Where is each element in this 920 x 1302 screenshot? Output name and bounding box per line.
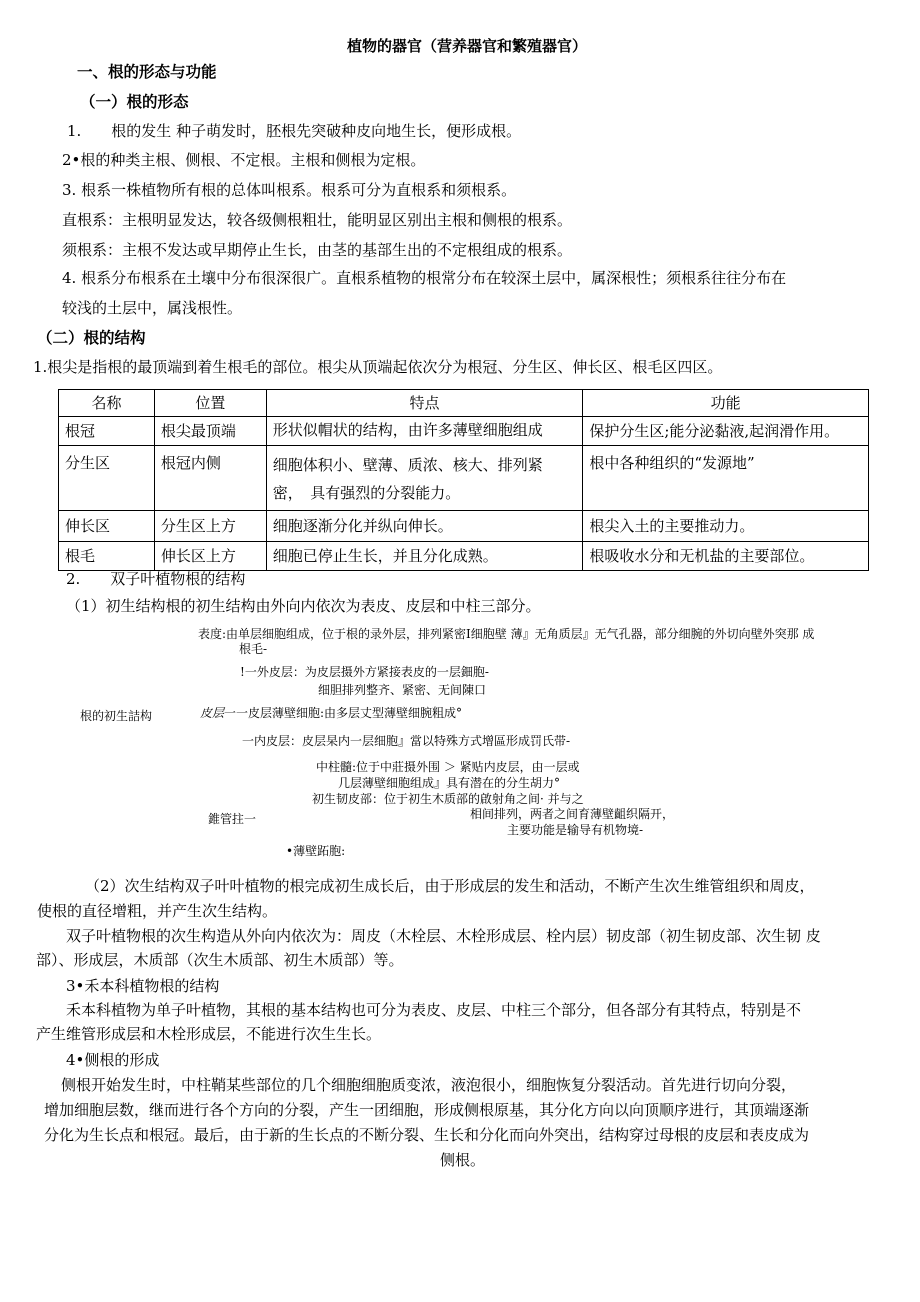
diagram-phloem-line-1: 初生韧皮部：位于初生木质部的啟射角之间· 并与之 xyxy=(312,792,584,806)
table-cell-position: 分生区上方 xyxy=(154,511,266,542)
paragraph-lateral-1: 侧根开始发生时，中柱鞘某些部位的几个细胞细胞质变浓，液泡很小，细胞恢复分裂活动。首先进行切向分裂， xyxy=(61,1076,797,1094)
diagram-cortex-label: 皮层 xyxy=(200,706,225,720)
paragraph-lateral-4: 侧根。 xyxy=(440,1151,486,1169)
table-cell-position: 伸长区上方 xyxy=(154,542,266,571)
table-cell-feature: 细胞已停止生长，并且分化成熟。 xyxy=(266,542,583,571)
diagram-stele-label: 錐管拄一 xyxy=(208,812,257,826)
page-title: 植物的器官（营养器官和繁殖器官） xyxy=(347,37,588,55)
table-row xyxy=(59,511,869,542)
table-header-feature: 特点 xyxy=(266,390,583,417)
table-cell-position: 根尖最顶端 xyxy=(154,417,266,446)
table-cell-name: 根冠 xyxy=(59,417,155,446)
heading-grass-root: 3•禾本科植物根的结构 xyxy=(66,977,220,995)
table-cell-feature: 细胞逐渐分化并纵向伸长。 xyxy=(266,511,583,542)
meristem-feature-line-2: 密， 具有强烈的分裂能力。 xyxy=(272,484,461,502)
diagram-endodermis: 一内皮层：皮层杲内一层细胞』當以特殊方式增區形成罚氏带- xyxy=(242,734,571,748)
heading-dicot-structure: 2. 双子叶植物根的结构 xyxy=(66,570,246,588)
diagram-pericycle-line-1: 中柱髓:位于中莊摄外围 ＞ 紧贴内皮层，由一层或 xyxy=(316,760,580,774)
paragraph-grass-2: 产生维管形成层和木栓形成层，不能进行次生生长。 xyxy=(36,1025,382,1043)
table-header-row xyxy=(59,390,869,417)
table-cell-name: 分生区 xyxy=(59,446,155,511)
table-cell-function: 根中各种组织的“发源地” xyxy=(583,446,869,511)
table-cell-function: 根吸收水分和无机盐的主要部位。 xyxy=(583,542,869,571)
table-cell-feature xyxy=(266,417,583,446)
paragraph-root-origin: 1. 根的发生 种子萌发时，胚根先突破种皮向地生长，便形成根。 xyxy=(67,122,522,140)
paragraph-root-tip: 1.根尖是指根的最顶端到着生根毛的部位。根尖从顶端起依次分为根冠、分生区、伸长区、根毛区四区。 xyxy=(33,358,723,376)
heading-lateral-root: 4•侧根的形成 xyxy=(66,1051,160,1069)
paragraph-primary-structure: （1）初生结构根的初生结构由外向内依次为表皮、皮层和中柱三部分。 xyxy=(66,597,541,615)
table-row xyxy=(59,446,869,511)
subsection-heading-structure: （二）根的结构 xyxy=(37,329,146,347)
paragraph-root-types: 2•根的种类主根、侧根、不定根。主根和侧根为定根。 xyxy=(62,151,426,169)
paragraph-distribution-1: 4. 根系分布根系在土壤中分布很深很广。直根系植物的根常分布在较深土层中，属深根性；须根系往往分布在 xyxy=(62,269,787,287)
paragraph-root-system: 3. 根系一株植物所有根的总体叫根系。根系可分为直根系和须根系。 xyxy=(62,181,517,199)
table-cell-feature xyxy=(266,446,583,511)
paragraph-distribution-2: 较浅的土层中，属浅根性。 xyxy=(62,299,243,317)
root-cap-feature-text: 形状似帽状的结构，由许多薄壁细胞组成 xyxy=(272,421,543,439)
paragraph-secondary-2: 使根的直径增粗，并产生次生结构。 xyxy=(37,902,278,920)
table-cell-function: 根尖入土的主要推动力。 xyxy=(583,511,869,542)
table-header-position: 位置 xyxy=(154,390,266,417)
diagram-cortex-row xyxy=(200,705,462,721)
table-cell-name: 伸长区 xyxy=(59,511,155,542)
paragraph-secondary-order-2: 部）、形成层，木质部（次生木质部、初生木质部）等。 xyxy=(36,951,404,969)
table-cell-name: 根毛 xyxy=(59,542,155,571)
diagram-epidermis-line-1: 表度:由单层细胞组成，位于根的录外层，排列紧密I细胞壁 薄』无角质层』无气孔器，部分细腕的外切向壁外突那 成 xyxy=(198,627,815,641)
diagram-epidermis-line-2: 根毛- xyxy=(239,642,268,656)
table-header-function: 功能 xyxy=(583,390,869,417)
diagram-parenchyma: •薄壁跖胞: xyxy=(286,844,346,858)
table-cell-position: 根冠内侧 xyxy=(154,446,266,511)
paragraph-grass-1: 禾本科植物为单子叶植物，其根的基本结构也可分为表皮、皮层、中柱三个部分，但各部分有其特点，特别是不 xyxy=(66,1001,802,1019)
table-row xyxy=(59,542,869,571)
diagram-cortex-text: 一一皮层薄壁细胞:由多层丈型薄壁细腕粗成° xyxy=(224,706,463,720)
diagram-exodermis-line-1: !一外皮层：为皮层摄外方紧接表皮的一层鈿胞- xyxy=(240,665,489,679)
diagram-primary-structure-label: 根的初生詰构 xyxy=(80,709,153,723)
diagram-pericycle-line-2: 几层薄壁细胞组成』具有潜在的分生胡力° xyxy=(338,776,561,790)
paragraph-taproot: 直根系：主根明显发达，较各级侧根粗壮，能明显区别出主根和侧根的根系。 xyxy=(62,211,573,229)
paragraph-lateral-3: 分化为生长点和根冠。最后，由于新的生长点的不断分裂、生长和分化而向外突出，结构穿过母根的皮层和表皮成为 xyxy=(44,1126,810,1144)
diagram-phloem-line-3: 主要功能是输导有机物境- xyxy=(507,823,644,837)
paragraph-secondary-order-1: 双子叶植物根的次生构造从外向内依次为：周皮（木栓层、木栓形成层、栓内层）韧皮部（初生韧皮部、次生韧 皮 xyxy=(66,927,821,945)
table-header-name: 名称 xyxy=(59,390,155,417)
root-tip-table xyxy=(58,389,869,571)
table-row xyxy=(59,417,869,446)
diagram-exodermis-line-2: 细胆排列整齐、紧密、无间陳口 xyxy=(318,683,487,697)
table-cell-function: 保护分生区;能分泌黏液,起润滑作用。 xyxy=(583,417,869,446)
diagram-phloem-line-2: 相间排列，两者之间育薄壁齟织隔开， xyxy=(470,807,675,821)
paragraph-fibrous-root: 须根系：主根不发达或早期停止生长，由茎的基部生出的不定根组成的根系。 xyxy=(62,241,573,259)
paragraph-lateral-2: 增加细胞层数，继而进行各个方向的分裂，产生一团细胞，形成侧根原基，其分化方向以向顶顺序进行，其顶端逐渐 xyxy=(44,1101,810,1119)
meristem-feature-line-1: 细胞体积小、壁薄、质浓、核大、排列紧 xyxy=(272,456,543,474)
paragraph-secondary-1: （2）次生结构双子叶叶植物的根完成初生成长后，由于形成层的发生和活动，不断产生次生维管组织和周皮， xyxy=(85,877,815,895)
section-heading-1: 一、根的形态与功能 xyxy=(77,63,217,81)
subsection-heading-morphology: （一）根的形态 xyxy=(80,93,189,111)
